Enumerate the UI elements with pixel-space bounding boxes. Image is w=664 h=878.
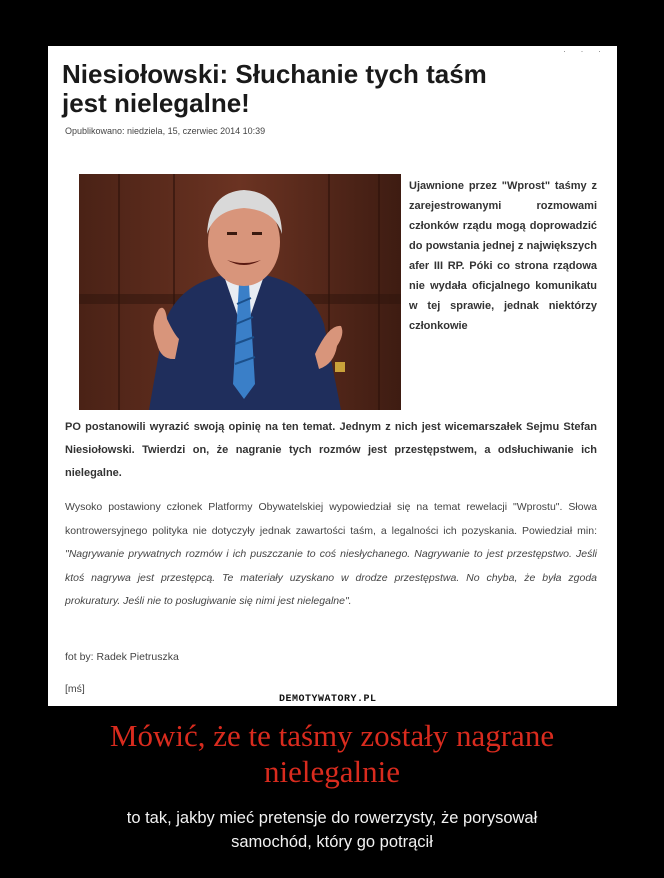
caption-subtitle-line-2: samochód, który go potrącił: [231, 833, 433, 851]
article-headline: [62, 60, 602, 118]
author-tag: [mś]: [65, 683, 85, 695]
caption-title-line-1: Mówić, że te taśmy zostały nagrane: [109, 718, 555, 753]
demotivator-panel: [48, 46, 617, 706]
caption-title-line-2: nielegalnie: [264, 754, 400, 789]
publish-date: Opublikowano: niedziela, 15, czerwiec 2014 10:39: [65, 126, 266, 136]
article-body-text: Wysoko postawiony członek Platformy Obywatelskiej wypowiedział się na temat rewelacji "Wprostu". Słowa kontrowersyjnego polityka nie dotyczyły jednak zawartości taśm, a legalności ich pozyskania. Powiedział min:: [65, 501, 597, 537]
article-intro-right: Ujawnione przez "Wprost" taśmy z zarejestrowanymi rozmowami członków rządu mogą doprowadzić do powstania jednej z największych afer III RP. Póki co strona rządowa nie wydała oficjalnego komunikatu w tej sprawie, jednak niektórzy członkowie: [409, 180, 597, 332]
caption-subtitle-line-1: to tak, jakby mieć pretensje do rowerzysty, że porysował: [126, 809, 538, 827]
caption-subtitle: [0, 806, 664, 854]
headline-line-2: jest nielegalne!: [62, 88, 250, 118]
article-body-quote: "Nagrywanie prywatnych rozmów i ich puszczanie to coś niesłychanego. Nagrywanie to jest przestępstwo. Jeśli ktoś nagrywa jest przestępcą. Te materiały uzyskano w drodze przestępstwa. No chyba, że była zgoda prokuratury. Jeśli nie to posługiwanie się nimi jest nielegalne".: [65, 548, 597, 607]
article-intro-continued: PO postanowili wyrazić swoją opinię na ten temat. Jednym z nich jest wicemarszałek Sejmu Stefan Niesiołowski. Twierdzi on, że nagranie tych rozmów jest przestępstwem, a odsłuchiwanie ich nielegalne.: [65, 421, 597, 479]
photo-credit: fot by: Radek Pietruszka: [65, 651, 179, 663]
politician-photo: [79, 174, 401, 410]
article-body: [65, 496, 597, 614]
headline-line-1: Niesiołowski: Słuchanie tych taśm: [62, 59, 487, 89]
site-watermark: DEMOTYWATORY.PL: [276, 694, 380, 705]
panel-dots-decoration: · · ·: [563, 46, 607, 56]
caption-title: [0, 718, 664, 790]
